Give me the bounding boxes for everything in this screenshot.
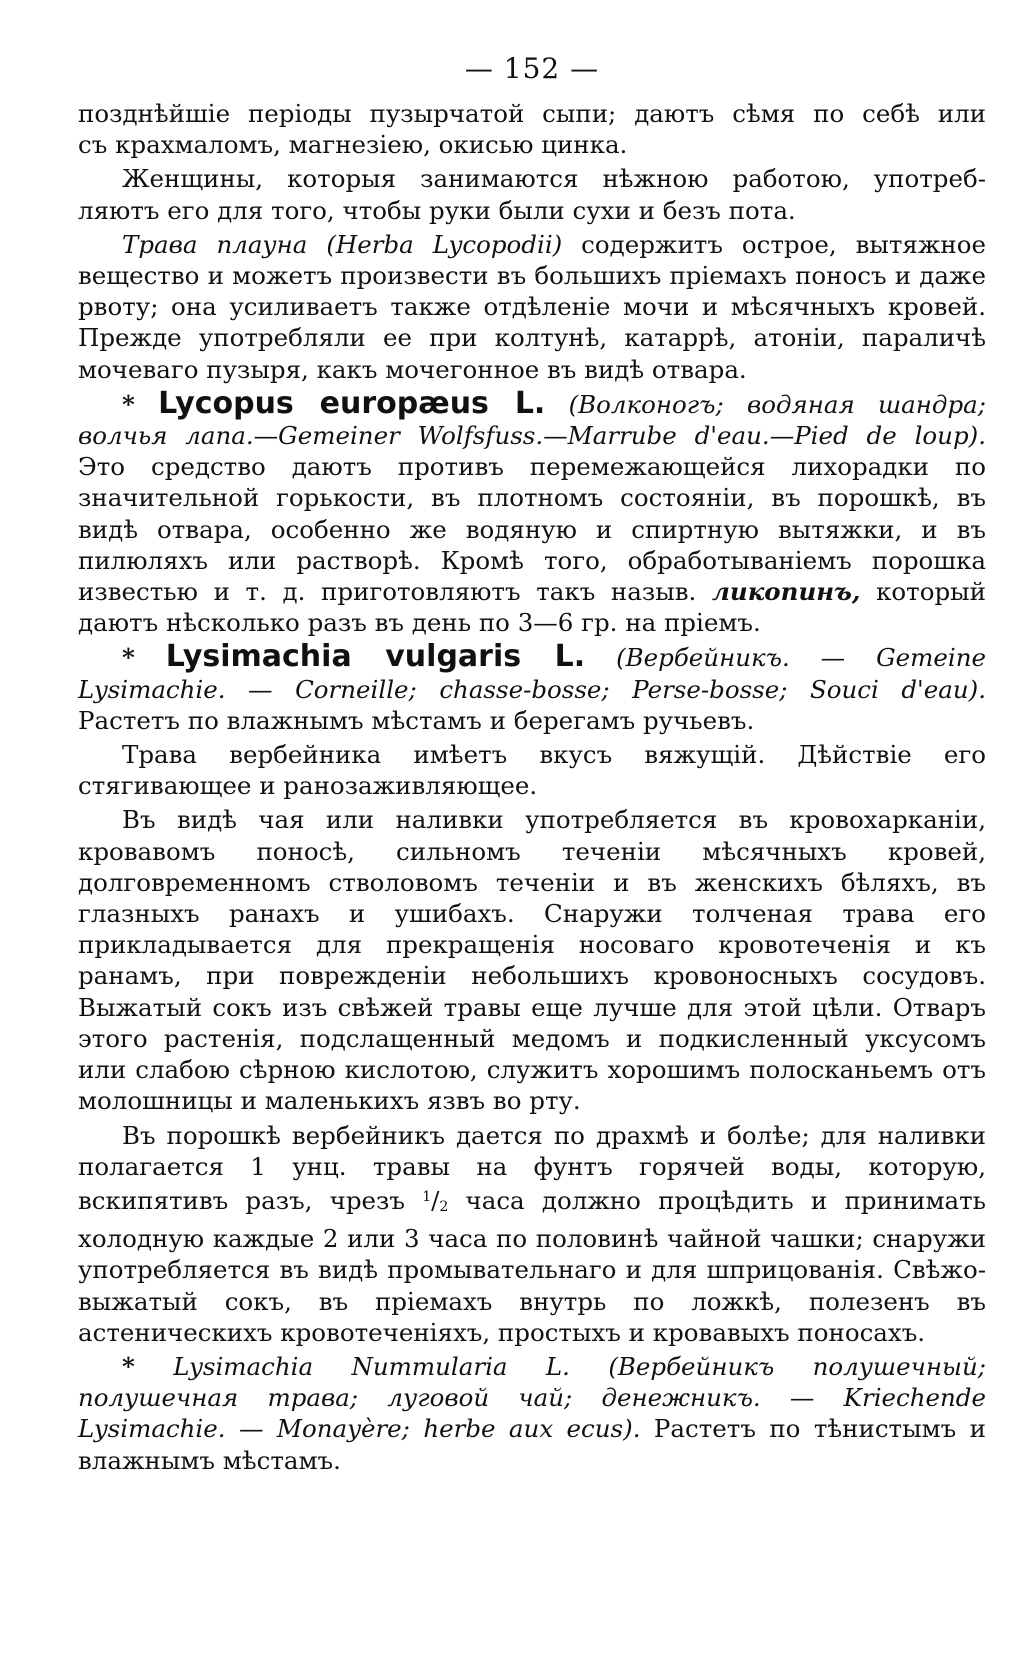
paragraph-women (78, 163, 986, 225)
lycopodium-text: содержитъ острое, вытяжное вещество и можетъ произвести въ большихъ пріемахъ поносъ и даже рвоту; она усиливаетъ также отдѣленіе мочи и мѣсячныхъ кровей. Прежде употребляли ее при колтунѣ, катаррѣ, атоніи, параличѣ мочеваго пузыря, какъ мочегонное въ видѣ отвара. (78, 229, 986, 384)
entry-lycopus (78, 385, 986, 639)
entry-star: * (122, 389, 135, 419)
entry-text: Растетъ по тѣнистымъ и влажнымъ мѣстамъ. (78, 1414, 986, 1475)
fraction-numerator: 1 (422, 1188, 432, 1205)
text-line: съ крахмаломъ, магнезіею, окисью цинка. (78, 130, 628, 160)
entry-lysimachia-nummularia (78, 1351, 986, 1476)
paragraph-continued (78, 98, 986, 160)
paragraph-lycopodium (78, 229, 986, 385)
entry-text: Растетъ по влажнымъ мѣстамъ и берегамъ ручьевъ. (78, 705, 755, 735)
entry-text: который даютъ нѣсколько разъ въ день по 3—6 гр. на пріемъ. (78, 577, 986, 638)
entry-term: ликопинъ, (711, 577, 861, 607)
species-name: Lysimachia Nummularia L. (173, 1351, 570, 1381)
text-line: ляютъ его для того, чтобы руки были сухи и безъ пота. (78, 195, 796, 225)
paragraph-dosage: Въ порошкѣ вербейникъ дается по драхмѣ и болѣе; для наливки полагается 1 унц. травы на фунтъ горячей воды, которую, вскипятивъ разъ, чрезъ $^1/_2$ часа должно процѣдить и принимать холодную каждые 2 или 3 часа по половинѣ чайной чашки; снаружи употребляется въ видѣ промывательнаго и для шприцованія. Свѣжо-выжатый сокъ, въ пріемахъ внутрь по ложкѣ, полезенъ въ астеническихъ кровотеченіяхъ, простыхъ и кровавыхъ поносахъ. (78, 1120, 986, 1347)
dosage-text: Въ порошкѣ вербейникъ дается по драхмѣ и болѣе; для наливки полагается 1 унц. травы на фунтъ горячей воды, которую, вскипятивъ разъ, чрезъ (78, 1120, 986, 1215)
fraction-denominator: 2 (439, 1198, 449, 1215)
paragraph-taste: Трава вербейника имѣетъ вкусъ вяжущій. Дѣйствіе его стягивающее и ранозаживляющее. (78, 740, 986, 801)
book-page (78, 40, 986, 1479)
dosage-text: часа должно процѣдить и принимать холодную каждые 2 или 3 часа по половинѣ чайной чашки; снаружи употребляется въ видѣ промывательнаго и для шприцованія. Свѣжо-выжатый сокъ, въ пріемахъ внутрь по ложкѣ, полезенъ въ астеническихъ кровотеченіяхъ, простыхъ и кровавыхъ поносахъ. (78, 1185, 986, 1347)
species-name: Lysimachia vulgaris L. (165, 639, 586, 675)
entry-text: Это средство даютъ противъ перемежающейся лихорадки по значительной горькости, въ плотномъ состояніи, въ порошкѣ, въ видѣ отвара, особенно же водяную и спиртную вытяжки, и въ пилюляхъ или растворѣ. Кромѣ того, обработываніемъ порошка известью и т. д. приготовляютъ такъ назыв. (78, 452, 986, 607)
paragraph-uses: Въ видѣ чая или наливки употребляется въ кровохарканіи, кровавомъ поносѣ, сильномъ теченіи мѣсячныхъ кровей, долговременномъ стволовомъ теченіи и въ женскихъ бѣляхъ, въ глазныхъ ранахъ и ушибахъ. Снаружи толченая трава его прикладывается для прекращенія носоваго кровотеченія и къ ранамъ, при поврежденіи небольшихъ кровоносныхъ сосудовъ. Выжатый сокъ изъ свѣжей травы еще лучше для этой цѣли. Отваръ этого растенія, подслащенный медомъ и подкисленный уксусомъ или слабою сѣрною кислотою, служитъ хорошимъ полосканьемъ отъ молошницы и маленькихъ язвъ во рту. (78, 805, 986, 1116)
species-name: Lycopus europæus L. (158, 385, 546, 421)
page-number: — 152 — (464, 52, 600, 85)
vernacular-names: (Вербейникъ. — Gemeine Lysimachie. — Corneille; chasse-bosse; Perse-bosse; Souci d'eau). (78, 643, 986, 704)
text-line: позднѣйшіе періоды пузырчатой сыпи; даютъ сѣмя по себѣ или (78, 99, 986, 128)
entry-lysimachia-vulgaris (78, 641, 986, 736)
entry-star: * (122, 643, 135, 673)
entry-star: * (122, 1351, 135, 1381)
lycopodium-lead: Трава плауна (Herba Lycopodii) (122, 229, 563, 259)
vernacular-names: (Волконогъ; водяная шандра; волчья лапа.—Gemeiner Wolfsfuss.—Marrube d'eau.—Pied de loup). (78, 389, 986, 451)
text-line: Женщины, которыя занимаются нѣжною работою, употреб- (122, 164, 986, 194)
vernacular-names: (Вербейникъ полушечный; полушечная трава; луговой чай; денежникъ. — Kriechende Lysimachie. — Monayère; herbe aux ecus). (78, 1351, 986, 1444)
